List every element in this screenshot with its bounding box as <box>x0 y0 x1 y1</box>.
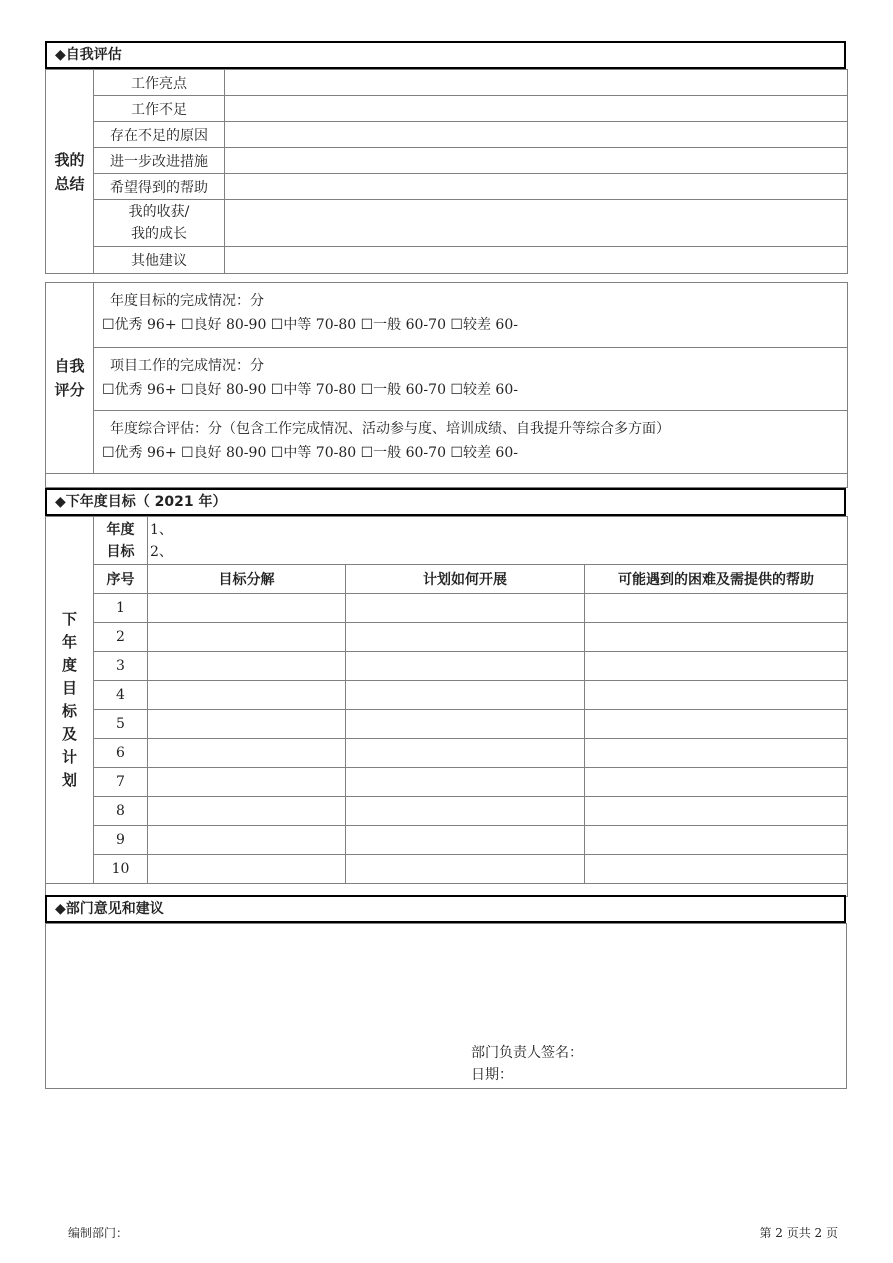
row-number: 6 <box>94 739 148 768</box>
growth-field[interactable] <box>225 200 848 247</box>
row-label-shortcomings: 工作不足 <box>94 96 225 122</box>
plan-label-char: 目 <box>61 679 77 697</box>
dept-signature-label: 部门负责人签名： <box>471 1045 583 1061</box>
difficulty-cell[interactable] <box>585 681 848 710</box>
rating-block-annual-goals <box>94 283 848 348</box>
next-year-header: ◆下年度目标（ 2021 年） <box>45 488 846 516</box>
plan-label-char: 及 <box>61 725 77 743</box>
plan-cell[interactable] <box>346 739 585 768</box>
my-summary-label-line1: 我的 <box>54 150 85 169</box>
footer-department: 编制部门： <box>68 1226 129 1240</box>
rating-title-project-work: 项目工作的完成情况：分 <box>110 358 264 374</box>
self-rating-label-line1: 自我 <box>54 357 85 375</box>
difficulty-cell[interactable] <box>585 623 848 652</box>
plan-cell[interactable] <box>346 710 585 739</box>
dept-signature-area <box>471 1042 583 1086</box>
annual-goal-label-line1: 年度 <box>106 521 135 538</box>
row-label-improvements: 进一步改进措施 <box>94 148 225 174</box>
goal-cell[interactable] <box>148 652 346 681</box>
next-year-table <box>45 516 848 897</box>
difficulty-cell[interactable] <box>585 797 848 826</box>
next-year-plan-label <box>46 517 94 884</box>
row-label-highlights: 工作亮点 <box>94 70 225 96</box>
plan-cell[interactable] <box>346 594 585 623</box>
plan-label-char: 标 <box>61 702 77 720</box>
rating-options-overall[interactable]: ☐优秀 96+ ☐良好 80-90 ☐中等 70-80 ☐一般 60-70 ☐较差 60- <box>102 445 518 461</box>
rating-options-project-work[interactable]: ☐优秀 96+ ☐良好 80-90 ☐中等 70-80 ☐一般 60-70 ☐较差 60- <box>102 382 518 398</box>
row-number: 10 <box>94 855 148 884</box>
plan-label-char: 年 <box>61 633 77 651</box>
difficulty-cell[interactable] <box>585 826 848 855</box>
growth-label-line1: 我的收获/ <box>128 204 190 220</box>
goal-cell[interactable] <box>148 681 346 710</box>
plan-cell[interactable] <box>346 623 585 652</box>
goal-cell[interactable] <box>148 623 346 652</box>
difficulty-cell[interactable] <box>585 739 848 768</box>
rating-options-annual-goals[interactable]: ☐优秀 96+ ☐良好 80-90 ☐中等 70-80 ☐一般 60-70 ☐较差 60- <box>102 317 518 333</box>
plan-cell[interactable] <box>346 826 585 855</box>
col-header-plan: 计划如何开展 <box>346 565 585 594</box>
shortcomings-field[interactable] <box>225 96 848 122</box>
plan-label-char: 计 <box>61 748 77 766</box>
row-label-help-wanted: 希望得到的帮助 <box>94 174 225 200</box>
plan-cell[interactable] <box>346 855 585 884</box>
difficulty-cell[interactable] <box>585 594 848 623</box>
row-number: 1 <box>94 594 148 623</box>
col-header-goal-breakdown: 目标分解 <box>148 565 346 594</box>
row-label-growth <box>94 200 225 247</box>
plan-cell[interactable] <box>346 768 585 797</box>
annual-goal-label-line2: 目标 <box>106 543 135 560</box>
plan-cell[interactable] <box>346 797 585 826</box>
rating-block-project-work <box>94 348 848 411</box>
causes-field[interactable] <box>225 122 848 148</box>
goal-cell[interactable] <box>148 710 346 739</box>
rating-title-annual-goals: 年度目标的完成情况：分 <box>110 293 264 309</box>
goal-cell[interactable] <box>148 768 346 797</box>
annual-goal-item: 1、 <box>150 521 173 538</box>
row-number: 8 <box>94 797 148 826</box>
my-summary-label-line2: 总结 <box>54 174 85 193</box>
row-label-causes: 存在不足的原因 <box>94 122 225 148</box>
annual-goal-item: 2、 <box>150 543 173 560</box>
plan-cell[interactable] <box>346 652 585 681</box>
goal-cell[interactable] <box>148 739 346 768</box>
col-header-number: 序号 <box>94 565 148 594</box>
plan-label-char: 划 <box>61 771 77 789</box>
growth-label-line2: 我的成长 <box>131 226 187 242</box>
row-number: 3 <box>94 652 148 681</box>
footer-page-number: 第 2 页共 2 页 <box>759 1226 838 1240</box>
dept-date-label: 日期： <box>471 1067 513 1083</box>
self-rating-table <box>45 282 848 488</box>
dept-opinion-header: ◆部门意见和建议 <box>45 895 846 923</box>
difficulty-cell[interactable] <box>585 710 848 739</box>
highlights-field[interactable] <box>225 70 848 96</box>
goal-cell[interactable] <box>148 594 346 623</box>
help-wanted-field[interactable] <box>225 174 848 200</box>
rating-title-overall: 年度综合评估：分（包含工作完成情况、活动参与度、培训成绩、自我提升等综合多方面） <box>110 421 670 437</box>
row-label-other-suggestions: 其他建议 <box>94 247 225 274</box>
dept-opinion-box[interactable] <box>45 923 847 1089</box>
goal-cell[interactable] <box>148 855 346 884</box>
self-rating-label-line2: 评分 <box>54 381 85 399</box>
other-suggestions-field[interactable] <box>225 247 848 274</box>
annual-goal-field[interactable] <box>148 517 848 565</box>
col-header-difficulties: 可能遇到的困难及需提供的帮助 <box>585 565 848 594</box>
row-number: 9 <box>94 826 148 855</box>
self-rating-label <box>46 283 94 474</box>
rating-spacer <box>46 474 848 488</box>
goal-cell[interactable] <box>148 826 346 855</box>
goal-cell[interactable] <box>148 797 346 826</box>
difficulty-cell[interactable] <box>585 652 848 681</box>
difficulty-cell[interactable] <box>585 768 848 797</box>
row-number: 2 <box>94 623 148 652</box>
improvements-field[interactable] <box>225 148 848 174</box>
row-number: 5 <box>94 710 148 739</box>
plan-label-char: 下 <box>61 610 77 628</box>
annual-goal-label <box>94 517 148 565</box>
self-eval-table <box>45 69 848 274</box>
row-number: 4 <box>94 681 148 710</box>
plan-cell[interactable] <box>346 681 585 710</box>
plan-label-char: 度 <box>61 656 77 674</box>
difficulty-cell[interactable] <box>585 855 848 884</box>
self-eval-header: ◆自我评估 <box>45 41 846 69</box>
rating-block-overall <box>94 411 848 474</box>
row-number: 7 <box>94 768 148 797</box>
my-summary-label <box>46 70 94 274</box>
